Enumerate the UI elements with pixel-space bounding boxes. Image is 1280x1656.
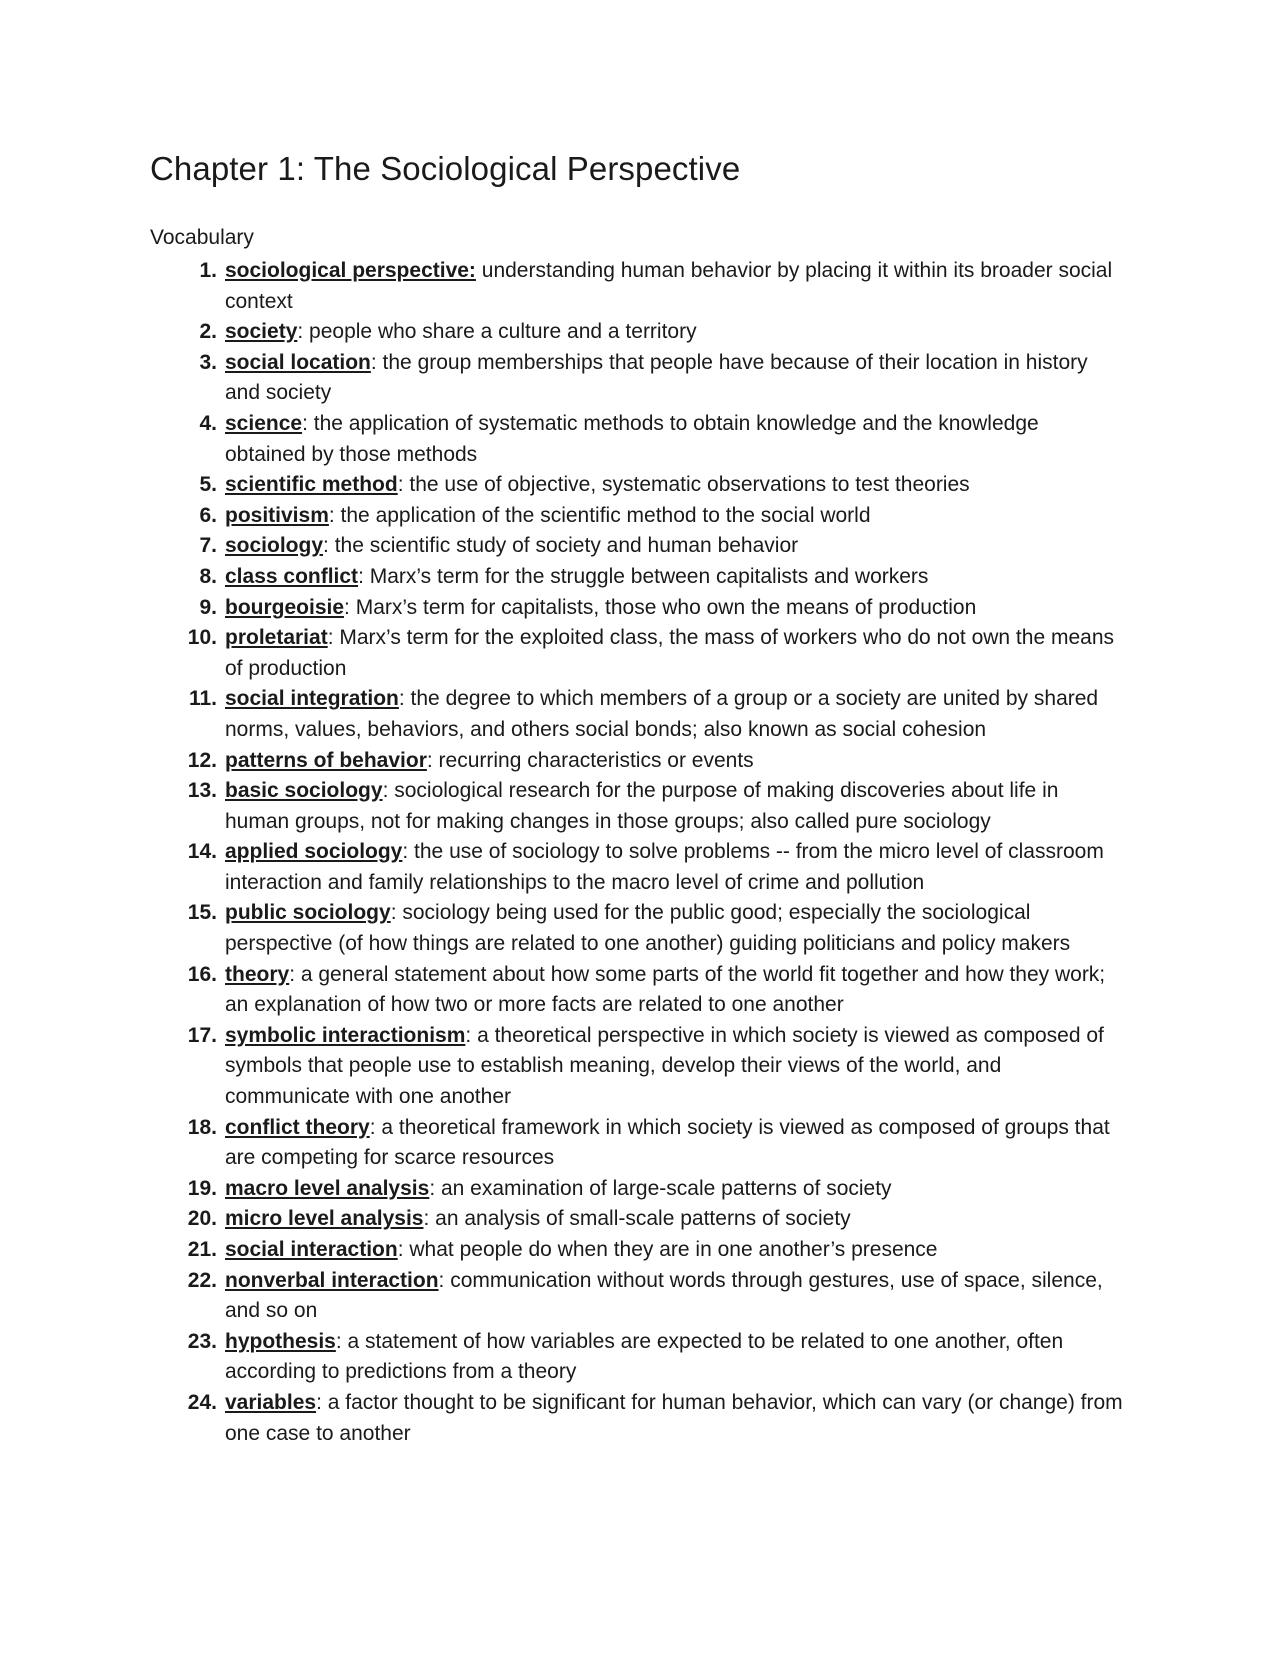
item-definition: : the use of objective, systematic observations to test theories [397, 473, 970, 497]
item-term: social integration [225, 687, 399, 711]
item-definition: : Marx’s term for the struggle between capitalists and workers [358, 564, 929, 588]
list-item [150, 746, 1125, 777]
list-item [150, 348, 1125, 409]
item-term: micro level analysis [225, 1207, 424, 1231]
item-definition: : Marx’s term for the exploited class, the mass of workers who do not own the means of production [225, 626, 1114, 680]
item-number: 13. [187, 779, 217, 803]
list-item [150, 1021, 1125, 1113]
list-item [150, 1113, 1125, 1174]
item-number: 9. [199, 595, 217, 619]
item-term: class conflict [225, 564, 359, 588]
item-term: scientific method [225, 473, 398, 497]
item-definition: : a theoretical framework in which society is viewed as composed of groups that are competing for scarce resources [225, 1115, 1110, 1170]
list-item [150, 562, 1125, 593]
list-item [150, 623, 1125, 684]
item-term: nonverbal interaction [225, 1268, 439, 1292]
item-term: social location [225, 350, 371, 374]
item-term: proletariat [225, 626, 328, 650]
item-definition: : people who share a culture and a territory [297, 320, 697, 344]
item-definition: : what people do when they are in one another’s presence [397, 1238, 938, 1261]
item-number: 3. [199, 350, 217, 374]
list-item [150, 501, 1125, 532]
list-item [150, 960, 1125, 1021]
list-item [150, 1266, 1125, 1327]
page-title: Chapter 1: The Sociological Perspective [150, 150, 741, 187]
item-definition: : a theoretical perspective in which society is viewed as composed of symbols that people use to establish meaning, develop their views of the world, and communicate with one another [225, 1023, 1104, 1109]
item-number: 10. [187, 626, 217, 650]
item-definition: : a general statement about how some parts of the world fit together and how they work; an explanation of how two or more facts are related to one another [225, 962, 1106, 1017]
item-definition: understanding human behavior by placing it within its broader social context [225, 259, 1113, 313]
item-definition: : the group memberships that people have because of their location in history and society [225, 350, 1088, 405]
item-number: 23. [187, 1329, 217, 1353]
item-term: positivism [225, 503, 329, 527]
list-item [150, 531, 1125, 562]
item-term: basic sociology [225, 779, 383, 803]
item-term: symbolic interactionism [225, 1023, 466, 1047]
item-number: 11. [188, 687, 217, 711]
item-definition: : the degree to which members of a group or a society are united by shared norms, values, behaviors, and others social bonds; also known as social cohesion [225, 687, 1099, 741]
list-item [150, 684, 1125, 745]
list-item [150, 1327, 1125, 1388]
list-item [150, 256, 1125, 317]
item-definition: : communication without words through gestures, use of space, silence, and so on [225, 1268, 1103, 1323]
list-item [150, 898, 1125, 959]
item-number: 5. [199, 473, 217, 497]
item-definition: : Marx’s term for capitalists, those who own the means of production [344, 595, 977, 619]
list-item [150, 1204, 1125, 1235]
item-number: 1. [199, 259, 217, 282]
item-number: 18. [187, 1115, 217, 1139]
item-number: 19. [187, 1176, 217, 1200]
item-term: applied sociology [225, 840, 403, 864]
item-definition: : a statement of how variables are expected to be related to one another, often according to predictions from a theory [225, 1329, 1064, 1384]
item-number: 2. [199, 320, 217, 344]
item-number: 17. [187, 1023, 217, 1047]
item-definition: : recurring characteristics or events [426, 748, 754, 772]
list-item [150, 409, 1125, 470]
item-number: 15. [187, 901, 217, 925]
item-definition: : sociological research for the purpose of making discoveries about life in human groups, not for making changes in those groups; also called pure sociology [225, 779, 1059, 833]
item-definition: : sociology being used for the public good; especially the sociological perspective (of how things are related to one another) guiding politicians and policy makers [225, 901, 1071, 956]
item-term: patterns of behavior [225, 748, 427, 772]
item-definition: : the use of sociology to solve problems -- from the micro level of classroom interaction and family relationships to the macro level of crime and pollution [225, 840, 1104, 894]
item-term: sociology [225, 534, 324, 558]
item-definition: : an analysis of small-scale patterns of society [423, 1207, 851, 1231]
list-item [150, 776, 1125, 837]
item-term: society [225, 320, 298, 344]
list-item [150, 317, 1125, 348]
list-item [150, 1388, 1125, 1449]
list-item [150, 1174, 1125, 1205]
item-number: 7. [199, 534, 217, 558]
item-term: hypothesis [225, 1329, 336, 1353]
item-number: 14. [187, 840, 217, 864]
item-number: 12. [187, 748, 217, 772]
list-item [150, 593, 1125, 624]
vocabulary-list [150, 256, 1150, 1449]
item-definition: : the scientific study of society and human behavior [323, 534, 799, 558]
item-number: 16. [187, 962, 217, 986]
item-term: macro level analysis [225, 1176, 430, 1200]
item-definition: : the application of the scientific method to the social world [328, 503, 871, 527]
item-term: social interaction [225, 1238, 398, 1261]
item-term: conflict theory [225, 1115, 370, 1139]
list-item [150, 470, 1125, 501]
item-definition: : the application of systematic methods to obtain knowledge and the knowledge obtained by those methods [225, 411, 1039, 466]
item-term: public sociology [225, 901, 391, 925]
item-number: 4. [199, 411, 217, 435]
item-number: 8. [199, 564, 217, 588]
item-term: sociological perspective: [225, 259, 476, 282]
item-number: 6. [199, 503, 217, 527]
item-term: science [225, 411, 303, 435]
item-number: 21. [187, 1238, 217, 1261]
list-item [150, 837, 1125, 898]
list-item [150, 1235, 1125, 1266]
item-definition: : a factor thought to be significant for human behavior, which can vary (or change) from one case to another [225, 1390, 1123, 1445]
item-number: 22. [187, 1268, 217, 1292]
item-number: 20. [187, 1207, 217, 1231]
section-label: Vocabulary [150, 226, 254, 249]
item-number: 24. [187, 1390, 217, 1414]
item-term: theory [225, 962, 290, 986]
item-definition: : an examination of large-scale patterns of society [429, 1176, 892, 1200]
item-term: variables [225, 1390, 317, 1414]
item-term: bourgeoisie [225, 595, 345, 619]
